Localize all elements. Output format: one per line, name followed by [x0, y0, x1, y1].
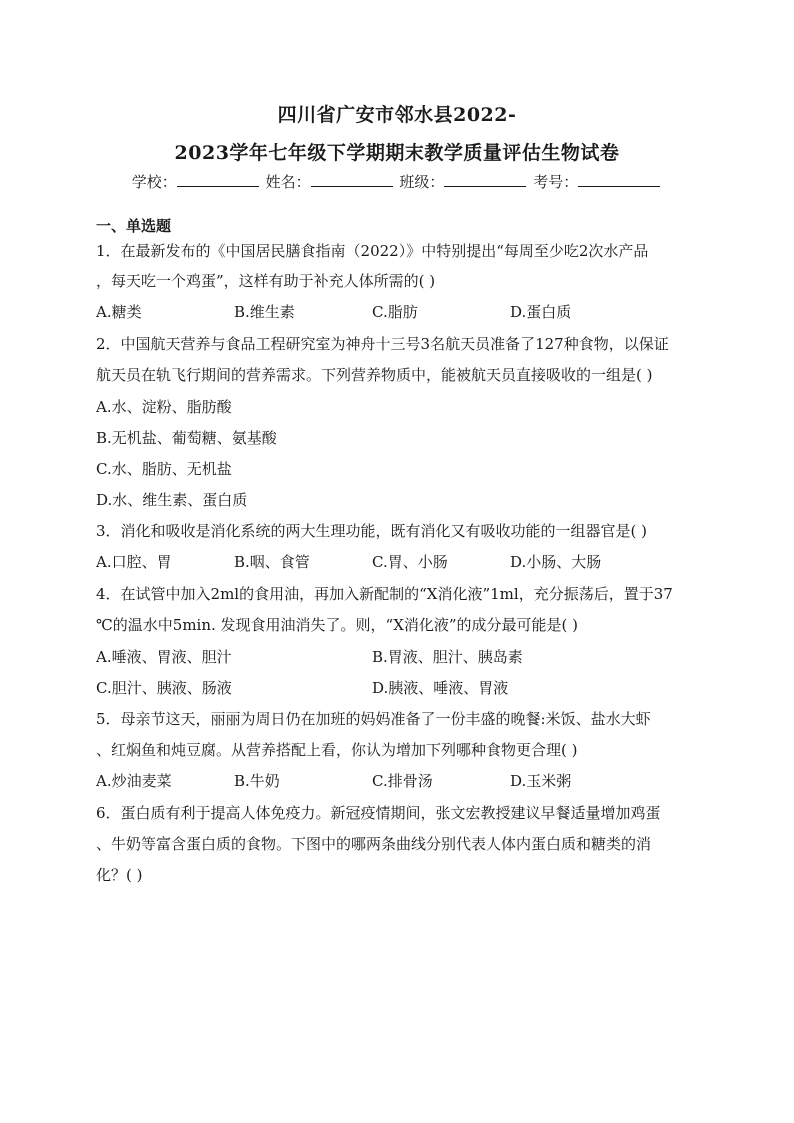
- q6-line3: 化？( ): [96, 866, 143, 884]
- school-blank[interactable]: [177, 174, 259, 187]
- q4-option-b[interactable]: B.胃液、胆汁、胰岛素: [372, 648, 523, 666]
- q1-line1: 1．在最新发布的《中国居民膳食指南（2022）》中特别提出“每周至少吃2次水产品: [96, 242, 649, 260]
- q6-line1: 6．蛋白质有利于提高人体免疫力。新冠疫情期间，张文宏教授建议早餐适量增加鸡蛋: [96, 804, 661, 822]
- name-blank[interactable]: [311, 174, 393, 187]
- q2-line1: 2．中国航天营养与食品工程研究室为神舟十三号3名航天员准备了127种食物，以保证: [96, 335, 669, 353]
- q4-line1: 4．在试管中加入2ml的食用油，再加入新配制的“X消化液”1ml，充分振荡后，置于37: [96, 585, 673, 603]
- q5-option-b[interactable]: B.牛奶: [234, 772, 280, 790]
- q3-option-c[interactable]: C.胃、小肠: [372, 553, 448, 571]
- class-blank[interactable]: [444, 174, 526, 187]
- school-label: 学校：: [131, 173, 177, 191]
- q1-option-c[interactable]: C.脂肪: [372, 303, 418, 321]
- q1-option-b[interactable]: B.维生素: [234, 303, 295, 321]
- q2-option-a[interactable]: A.水、淀粉、脂肪酸: [96, 398, 232, 416]
- exam-title-line1: 四川省广安市邻水县2022-: [277, 104, 517, 126]
- q1-line2: ，每天吃一个鸡蛋”，这样有助于补充人体所需的( ): [96, 272, 436, 290]
- exam-title-line2: 2023学年七年级下学期期末教学质量评估生物试卷: [174, 142, 620, 164]
- class-label: 班级：: [399, 173, 445, 191]
- q4-line2: ℃的温水中5min. 发现食用油消失了。则，“X消化液”的成分最可能是( ): [96, 616, 579, 634]
- q4-option-c[interactable]: C.胆汁、胰液、肠液: [96, 679, 232, 697]
- q1-option-d[interactable]: D.蛋白质: [510, 303, 572, 321]
- student-info-row: [0, 171, 794, 192]
- q3-option-d[interactable]: D.小肠、大肠: [510, 553, 602, 571]
- name-label: 姓名：: [265, 173, 311, 191]
- section-heading: 一、单选题: [96, 217, 172, 235]
- q2-option-d[interactable]: D.水、维生素、蛋白质: [96, 491, 248, 509]
- number-blank[interactable]: [578, 174, 660, 187]
- q5-option-d[interactable]: D.玉米粥: [510, 772, 572, 790]
- q2-option-c[interactable]: C.水、脂肪、无机盐: [96, 460, 232, 478]
- q4-option-d[interactable]: D.胰液、唾液、胃液: [372, 679, 509, 697]
- q4-option-a[interactable]: A.唾液、胃液、胆汁: [96, 648, 232, 666]
- q3-line1: 3．消化和吸收是消化系统的两大生理功能，既有消化又有吸收功能的一组器官是( ): [96, 522, 648, 540]
- q2-line2: 航天员在轨飞行期间的营养需求。下列营养物质中，能被航天员直接吸收的一组是( ): [96, 366, 653, 384]
- q5-option-a[interactable]: A.炒油麦菜: [96, 772, 172, 790]
- q3-option-b[interactable]: B.咽、食管: [234, 553, 310, 571]
- number-label: 考号：: [533, 173, 579, 191]
- q6-line2: 、牛奶等富含蛋白质的食物。下图中的哪两条曲线分别代表人体内蛋白质和糖类的消: [96, 835, 652, 853]
- q1-option-a[interactable]: A.糖类: [96, 303, 142, 321]
- q2-option-b[interactable]: B.无机盐、葡萄糖、氨基酸: [96, 429, 277, 447]
- q3-option-a[interactable]: A.口腔、胃: [96, 553, 172, 571]
- q5-line1: 5．母亲节这天，丽丽为周日仍在加班的妈妈准备了一份丰盛的晚餐:米饭、盐水大虾: [96, 710, 651, 728]
- q5-option-c[interactable]: C.排骨汤: [372, 772, 433, 790]
- q5-line2: 、红焖鱼和炖豆腐。从营养搭配上看，你认为增加下列哪种食物更合理( ): [96, 741, 578, 759]
